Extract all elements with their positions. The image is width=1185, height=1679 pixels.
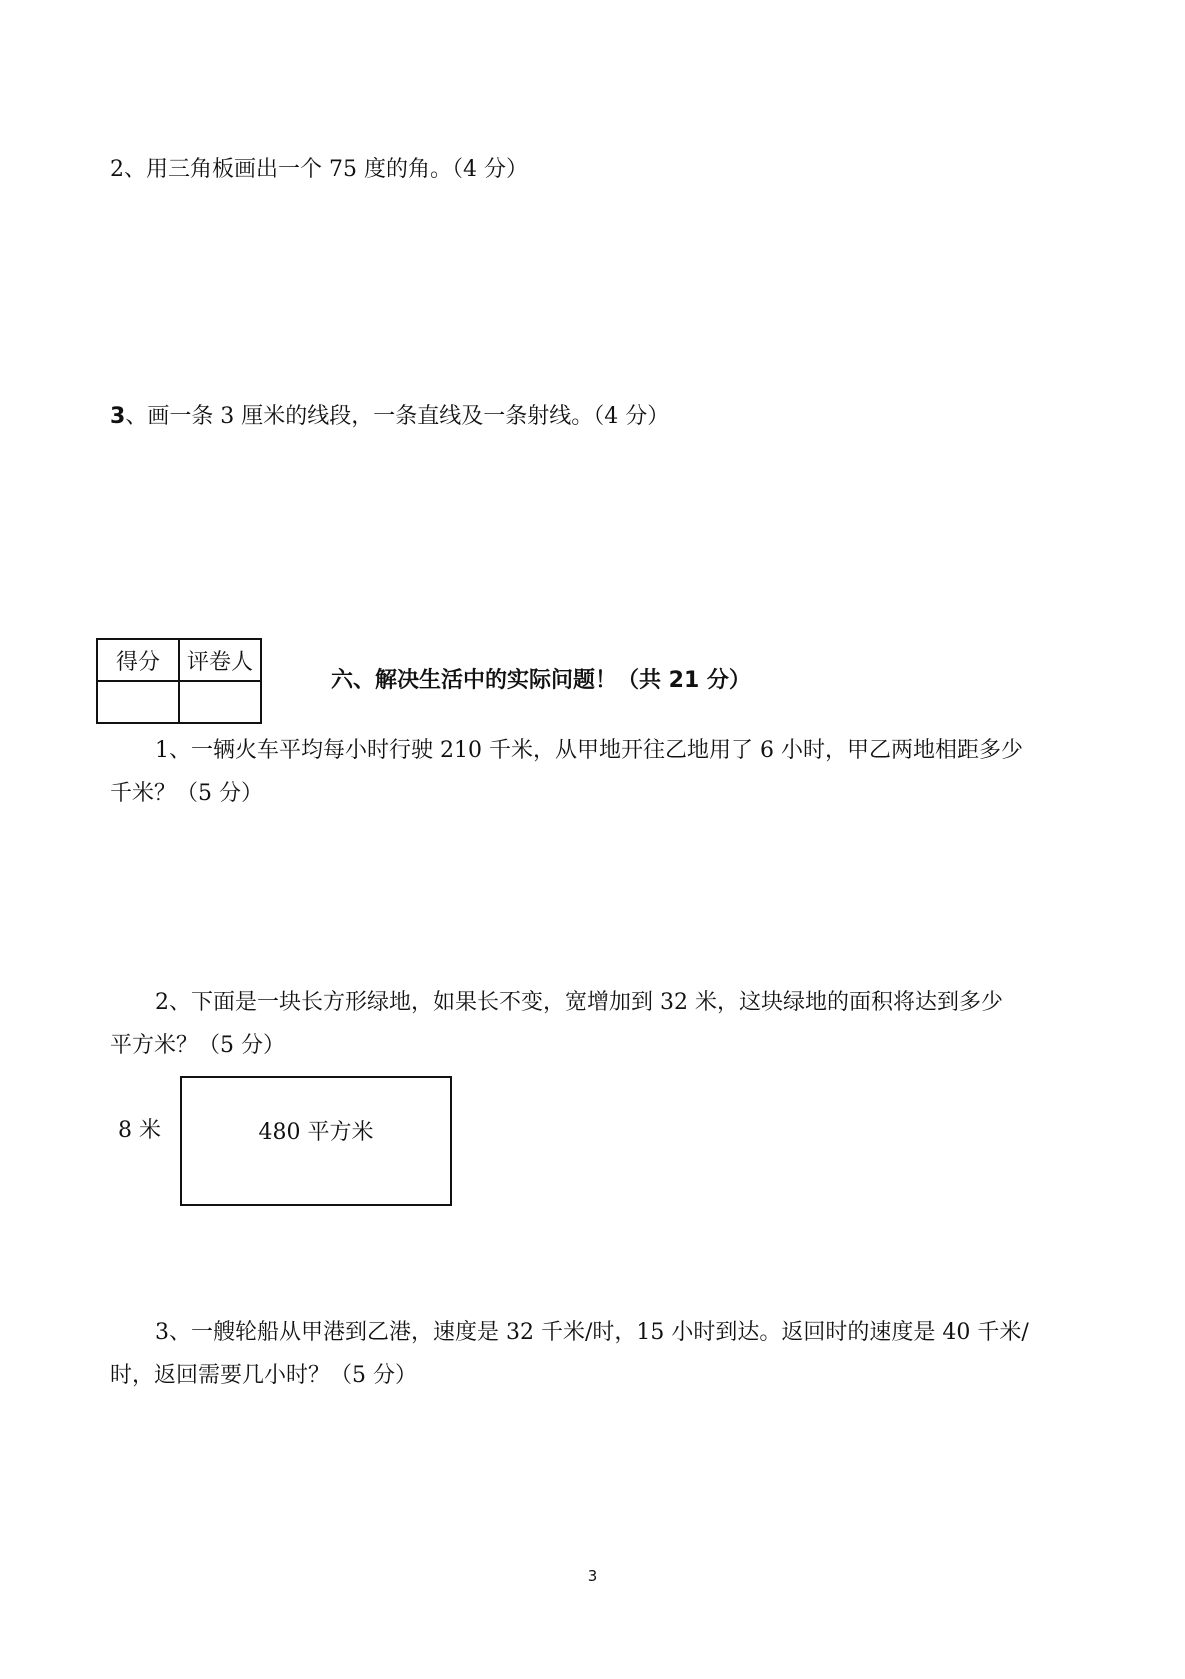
question-6-1-line-1: 1、一辆火车平均每小时行驶 210 千米，从甲地开往乙地用了 6 小时，甲乙两地相距多少 (155, 738, 1023, 763)
question-5-3 (110, 402, 669, 432)
score-header: 得分 (97, 639, 179, 681)
question-5-3-text: 、画一条 3 厘米的线段，一条直线及一条射线。（4 分） (125, 404, 670, 429)
question-6-1-line-2: 千米？（5 分） (110, 781, 263, 806)
score-table (96, 638, 262, 724)
question-6-2-line-2: 平方米？（5 分） (110, 1033, 285, 1058)
question-5-3-number: 3 (110, 404, 126, 429)
section-6-title: 六、解决生活中的实际问题！（共 21 分） (331, 668, 751, 693)
question-6-3-line-2: 时，返回需要几小时？（5 分） (110, 1363, 417, 1388)
rectangle-width-label: 8 米 (118, 1118, 161, 1143)
grader-header: 评卷人 (179, 639, 261, 681)
question-6-2-line-1: 2、下面是一块长方形绿地，如果长不变，宽增加到 32 米，这块绿地的面积将达到多少 (155, 990, 1003, 1015)
grader-cell[interactable] (179, 681, 261, 723)
rectangle-area-label: 480 平方米 (258, 1120, 374, 1145)
question-6-3-line-1: 3、一艘轮船从甲港到乙港，速度是 32 千米/时，15 小时到达。返回时的速度是 40 千米/ (155, 1320, 1029, 1345)
question-5-2: 2、用三角板画出一个 75 度的角。（4 分） (110, 157, 528, 182)
score-cell[interactable] (97, 681, 179, 723)
page-number: 3 (587, 1567, 598, 1585)
rectangle-diagram (180, 1076, 452, 1206)
